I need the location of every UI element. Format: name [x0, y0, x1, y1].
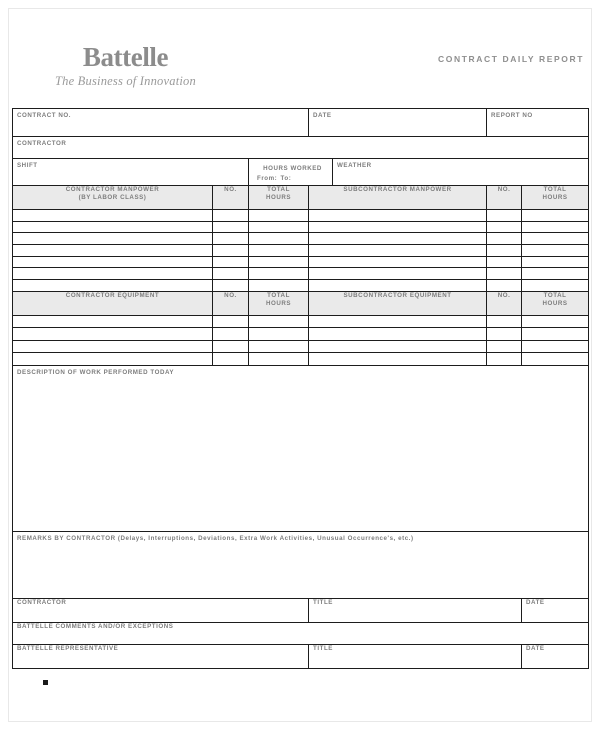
entry-cell[interactable] [522, 315, 589, 328]
entry-cell[interactable] [487, 328, 522, 341]
entry-cell[interactable] [249, 280, 309, 292]
entry-cell[interactable] [522, 221, 589, 233]
table-row-battelle-comments [13, 622, 589, 644]
manpower-entry-row [13, 245, 589, 257]
entry-cell[interactable] [249, 256, 309, 268]
manpower-entry-row [13, 268, 589, 280]
logo-tagline: The Business of Innovation [55, 74, 196, 88]
hours-worked-field[interactable] [249, 159, 333, 186]
subcontractor-equipment-no-header [487, 291, 522, 315]
battelle-comments-label: BATTELLE COMMENTS AND/OR EXCEPTIONS [17, 622, 174, 630]
entry-cell[interactable] [13, 353, 213, 366]
hours-to-label: To: [280, 175, 292, 182]
subcontractor-manpower-no-label: NO. [497, 186, 511, 193]
contractor-equipment-hours-label-line2: HOURS [265, 300, 292, 308]
entry-cell[interactable] [13, 268, 213, 280]
contract-daily-report-form [12, 108, 589, 669]
remarks-field[interactable] [13, 531, 589, 598]
entry-cell[interactable] [13, 340, 213, 353]
entry-cell[interactable] [522, 340, 589, 353]
table-row-remarks [13, 531, 589, 598]
subcontractor-equipment-no-label: NO. [497, 291, 511, 299]
entry-cell[interactable] [522, 280, 589, 292]
contractor-manpower-no-header [213, 186, 249, 210]
equipment-entry-row [13, 315, 589, 328]
entry-cell[interactable] [309, 210, 487, 222]
entry-cell[interactable] [213, 245, 249, 257]
subcontractor-manpower-label: SUBCONTRACTOR MANPOWER [343, 186, 452, 193]
logo-wordmark: Battelle [82, 42, 169, 72]
contractor-equipment-no-header [213, 291, 249, 315]
entry-cell[interactable] [13, 328, 213, 341]
entry-cell[interactable] [487, 256, 522, 268]
remarks-label: REMARKS BY CONTRACTOR (Delays, Interruptions, Deviations, Extra Work Activities, Unusual Occurrence's, etc.) [17, 534, 414, 542]
entry-cell[interactable] [522, 233, 589, 245]
entry-cell[interactable] [213, 280, 249, 292]
entry-cell[interactable] [487, 353, 522, 366]
entry-cell[interactable] [249, 210, 309, 222]
entry-cell[interactable] [487, 268, 522, 280]
entry-cell[interactable] [309, 315, 487, 328]
report-no-field[interactable] [487, 109, 589, 137]
battelle-title-field[interactable] [309, 644, 522, 668]
entry-cell[interactable] [522, 268, 589, 280]
entry-cell[interactable] [213, 233, 249, 245]
entry-cell[interactable] [249, 340, 309, 353]
contractor-title-field[interactable] [309, 598, 522, 622]
entry-cell[interactable] [13, 221, 213, 233]
entry-cell[interactable] [213, 340, 249, 353]
date-label: DATE [313, 112, 332, 119]
table-row-contractor [13, 137, 589, 159]
contractor-equipment-header [13, 291, 213, 315]
contractor-manpower-hours-header [249, 186, 309, 210]
contractor-signature-label: CONTRACTOR [17, 598, 67, 606]
entry-cell[interactable] [487, 280, 522, 292]
contractor-manpower-hours-label-line2: HOURS [265, 194, 292, 202]
entry-cell[interactable] [249, 233, 309, 245]
equipment-entry-rows [13, 315, 589, 365]
entry-cell[interactable] [309, 280, 487, 292]
contractor-manpower-no-label: NO. [224, 186, 237, 193]
subcontractor-equipment-hours-label-line2: HOURS [542, 300, 568, 308]
subcontractor-equipment-label: SUBCONTRACTOR EQUIPMENT [343, 291, 452, 299]
entry-cell[interactable] [309, 328, 487, 341]
entry-cell[interactable] [13, 245, 213, 257]
entry-cell[interactable] [13, 256, 213, 268]
contractor-equipment-no-label: NO. [224, 291, 237, 299]
contractor-manpower-header [13, 186, 213, 210]
shift-label: SHIFT [17, 162, 38, 169]
entry-cell[interactable] [309, 353, 487, 366]
date-field[interactable] [309, 109, 487, 137]
manpower-entry-row [13, 256, 589, 268]
entry-cell[interactable] [213, 315, 249, 328]
battelle-logo [55, 44, 196, 88]
equipment-header-row [13, 291, 589, 315]
manpower-header-row [13, 186, 589, 210]
contractor-manpower-hours-label-line1: TOTAL [267, 186, 290, 193]
entry-cell[interactable] [249, 268, 309, 280]
selection-handle-marker[interactable] [43, 680, 48, 685]
entry-cell[interactable] [522, 210, 589, 222]
subcontractor-equipment-header [309, 291, 487, 315]
entry-cell[interactable] [487, 233, 522, 245]
subcontractor-manpower-hours-label-line1: TOTAL [543, 186, 567, 193]
entry-cell[interactable] [213, 353, 249, 366]
entry-cell[interactable] [213, 210, 249, 222]
manpower-entry-row [13, 221, 589, 233]
document-masthead [0, 0, 600, 108]
description-of-work-label: DESCRIPTION OF WORK PERFORMED TODAY [17, 368, 175, 376]
contractor-signature-date-label: DATE [526, 598, 545, 606]
contractor-signature-field[interactable] [13, 598, 309, 622]
subcontractor-manpower-no-header [487, 186, 522, 210]
table-row-description [13, 365, 589, 531]
entry-cell[interactable] [213, 221, 249, 233]
hours-worked-label: HOURS WORKED [263, 165, 322, 172]
contract-no-field[interactable] [13, 109, 309, 137]
entry-cell[interactable] [522, 245, 589, 257]
entry-cell[interactable] [487, 245, 522, 257]
table-row-contractor-signature [13, 598, 589, 622]
entry-cell[interactable] [13, 280, 213, 292]
entry-cell[interactable] [487, 210, 522, 222]
contract-no-label: CONTRACT NO. [17, 112, 72, 119]
entry-cell[interactable] [213, 328, 249, 341]
entry-cell[interactable] [249, 245, 309, 257]
entry-cell[interactable] [249, 353, 309, 366]
battelle-signature-date-field[interactable] [522, 644, 589, 668]
contractor-signature-date-field[interactable] [522, 598, 589, 622]
table-row-contract-no [13, 109, 589, 137]
entry-cell[interactable] [309, 233, 487, 245]
battelle-comments-field[interactable] [13, 622, 589, 644]
battelle-representative-field[interactable] [13, 644, 309, 668]
subcontractor-manpower-hours-header [522, 186, 589, 210]
entry-cell[interactable] [522, 328, 589, 341]
entry-cell[interactable] [487, 315, 522, 328]
subcontractor-equipment-hours-label-line1: TOTAL [543, 291, 567, 299]
manpower-entry-row [13, 233, 589, 245]
entry-cell[interactable] [13, 210, 213, 222]
entry-cell[interactable] [309, 245, 487, 257]
entry-cell[interactable] [213, 256, 249, 268]
contractor-field[interactable] [13, 137, 589, 159]
entry-cell[interactable] [309, 268, 487, 280]
entry-cell[interactable] [249, 328, 309, 341]
subcontractor-manpower-hours-label-line2: HOURS [542, 194, 568, 202]
equipment-entry-row [13, 353, 589, 366]
weather-field[interactable] [333, 159, 589, 186]
battelle-signature-date-label: DATE [526, 644, 545, 652]
contractor-equipment-label: CONTRACTOR EQUIPMENT [65, 291, 160, 299]
equipment-entry-row [13, 328, 589, 341]
hours-from-label: From: [257, 175, 278, 182]
manpower-entry-row [13, 210, 589, 222]
entry-cell[interactable] [522, 353, 589, 366]
description-of-work-field[interactable] [13, 365, 589, 531]
contractor-title-label: TITLE [313, 598, 333, 606]
entry-cell[interactable] [13, 315, 213, 328]
equipment-entry-row [13, 340, 589, 353]
entry-cell[interactable] [487, 340, 522, 353]
table-row-shift-hours-weather [13, 159, 589, 186]
entry-cell[interactable] [213, 268, 249, 280]
contractor-equipment-hours-label-line1: TOTAL [267, 291, 290, 299]
contractor-equipment-hours-header [249, 291, 309, 315]
shift-field[interactable] [13, 159, 249, 186]
entry-cell[interactable] [309, 256, 487, 268]
contractor-label: CONTRACTOR [17, 140, 67, 147]
table-row-battelle-representative [13, 644, 589, 668]
contractor-manpower-label-line1: CONTRACTOR MANPOWER [65, 186, 160, 193]
weather-label: WEATHER [337, 162, 372, 169]
entry-cell[interactable] [249, 221, 309, 233]
page-title: CONTRACT DAILY REPORT [438, 54, 584, 64]
entry-cell[interactable] [487, 221, 522, 233]
battelle-representative-label: BATTELLE REPRESENTATIVE [17, 644, 119, 652]
manpower-entry-row [13, 280, 589, 292]
entry-cell[interactable] [309, 340, 487, 353]
battelle-title-label: TITLE [313, 644, 333, 652]
manpower-entry-rows [13, 210, 589, 292]
entry-cell[interactable] [309, 221, 487, 233]
subcontractor-manpower-header [309, 186, 487, 210]
entry-cell[interactable] [13, 233, 213, 245]
subcontractor-equipment-hours-header [522, 291, 589, 315]
entry-cell[interactable] [522, 256, 589, 268]
report-no-label: REPORT NO [491, 112, 533, 119]
entry-cell[interactable] [249, 315, 309, 328]
contractor-manpower-label-line2: (BY LABOR CLASS) [78, 194, 147, 202]
